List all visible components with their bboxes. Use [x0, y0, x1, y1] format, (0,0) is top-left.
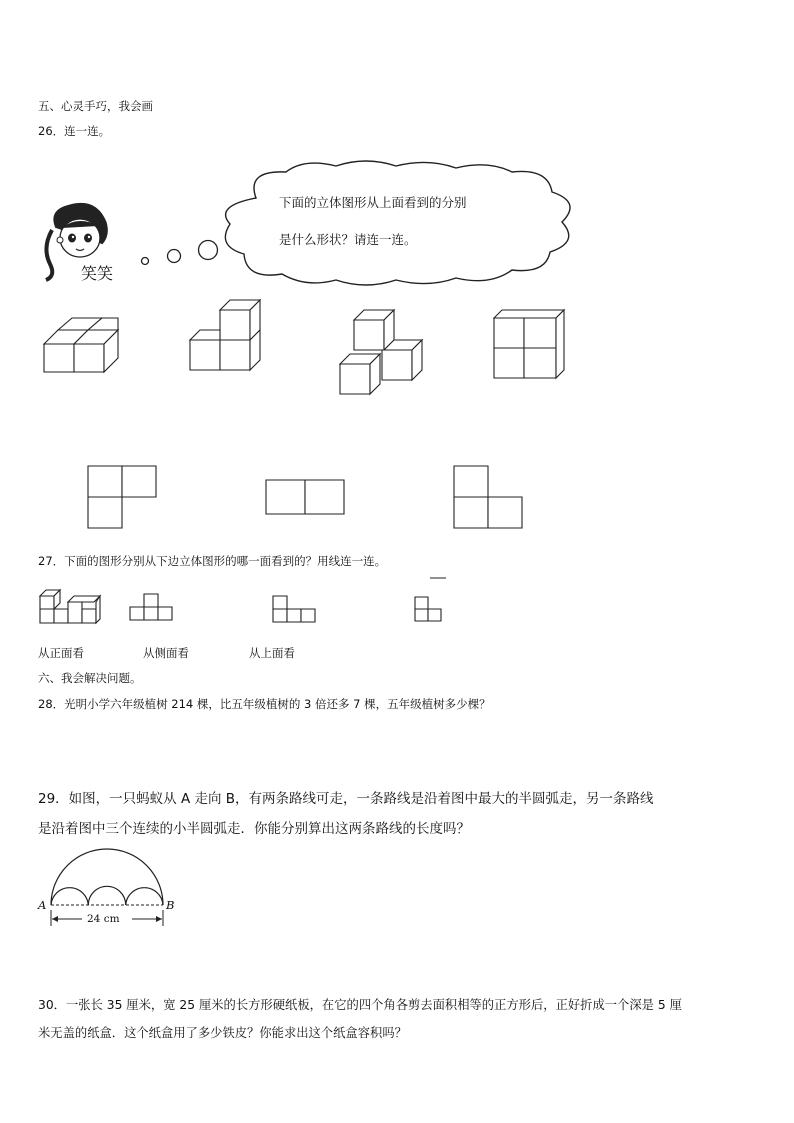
view-label-front: 从正面看 [38, 646, 84, 660]
question-30-line-2: 米无盖的纸盒．这个纸盒用了多少铁皮？你能求出这个纸盒容积吗？ [38, 1026, 407, 1040]
question-27-title: 27．下面的图形分别从下边立体图形的哪一面看到的？用线连一连。 [38, 554, 387, 568]
question-29-line-1: 29．如图，一只蚂蚁从 A 走向 B，有两条路线可走，一条路线是沿着图中最大的半圆弧走，另一条路线 [38, 791, 654, 807]
solid-figure-1 [40, 318, 126, 376]
top-view-shape-2 [264, 478, 348, 516]
cloud-speech-bubble [216, 158, 582, 290]
question-29-line-2: 是沿着图中三个连续的小半圆弧走．你能分别算出这两条路线的长度吗？ [38, 821, 470, 837]
solid-figure-4 [490, 308, 570, 380]
cloud-text-line-2: 是什么形状？请连一连。 [279, 232, 417, 247]
q27-view-2 [272, 594, 320, 630]
character-name: 笑笑 [81, 264, 114, 283]
solid-figure-3 [336, 308, 430, 398]
section-heading-5: 五、心灵手巧，我会画 [38, 99, 153, 113]
top-view-shape-1 [86, 464, 158, 530]
view-label-top: 从上面看 [249, 646, 295, 660]
section-heading-6: 六、我会解决问题。 [38, 671, 142, 685]
q27-view-1 [129, 592, 177, 628]
length-label: 24 cm [87, 913, 120, 925]
view-label-side: 从侧面看 [143, 646, 189, 660]
q27-view-3 [412, 578, 448, 630]
top-view-shape-3 [452, 464, 526, 530]
solid-figure-2 [186, 296, 266, 374]
point-label-b: B [166, 898, 175, 912]
question-28: 28．光明小学六年级植树 214 棵，比五年级植树的 3 倍还多 7 棵，五年级植树多少棵？ [38, 697, 491, 711]
q27-solid-figure [38, 584, 102, 628]
question-26-title: 26．连一连。 [38, 124, 111, 138]
point-label-a: A [38, 898, 47, 912]
question-30-line-1: 30．一张长 35 厘米，宽 25 厘米的长方形硬纸板，在它的四个角各剪去面积相等的正方形后，正好折成一个深是 5 厘 [38, 998, 682, 1012]
cloud-text-line-1: 下面的立体图形从上面看到的分别 [279, 195, 467, 210]
